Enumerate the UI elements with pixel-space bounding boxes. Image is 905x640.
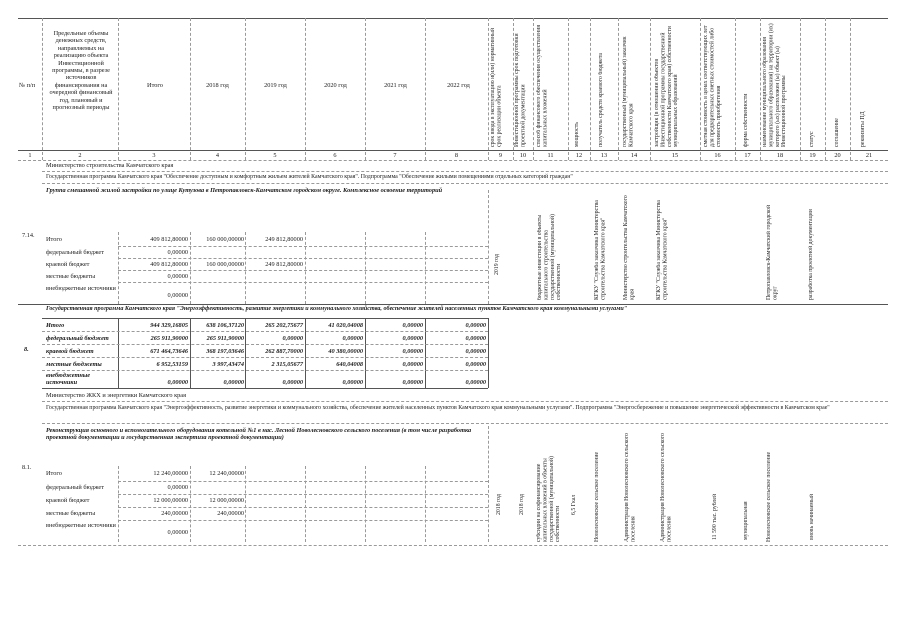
row-label: Итого [46,236,62,243]
row-label: внебюджетные источники [46,372,91,387]
row-label: краевой бюджет [46,497,90,504]
section3-developer: Администрация Новолесновского сельского поселения [660,432,673,542]
col-divider [365,232,366,304]
section1-status: разработка проектной документации [808,209,814,300]
header-vertical-21: реквизиты ПД [860,111,866,147]
col-number: 8 [454,152,459,159]
col-number: 9 [498,152,503,159]
section1-row-no: 7.14. [22,232,35,239]
col-number: 7 [393,152,397,159]
col-divider [488,426,489,542]
section3-program: Государственная программа Камчатского края "Энергоэффективность, развитие энергетики и коммунального хозяйства, обеспечение жителей населенных пунктов Камчатского края коммунальными услугами". Подпрограмма "Энергосбережение и повышение энергетической эффективности в Камчатском крае" [46,405,830,411]
cell-2019: 2 315,05677 [271,361,303,368]
col-divider [365,18,366,160]
header-col-2021: 2021 год [384,82,407,89]
row-divider [42,171,888,172]
section3-design-deadline: 2018 год [519,494,525,515]
row-divider [118,270,488,271]
cell-total: 671 464,73646 [150,348,188,355]
cell-2019: 0,00000 [282,379,303,386]
col-number: 18 [776,152,784,159]
cell-2022: 0,00000 [465,361,486,368]
section1-object: Группа смешанной жилой застройки по улице Кутузова в Петропавловск-Камчатском городском округе. Комплексное освоение территорий [46,187,443,194]
row-divider [118,507,488,508]
cell-total: 944 329,16805 [150,322,188,329]
section2-box-top [42,318,488,319]
cell-2021: 0,00000 [402,348,423,355]
col-divider [305,18,306,160]
col-number: 6 [333,152,337,159]
row-label: местные бюджеты [46,510,96,517]
header-vertical-14: государственный (муниципальный) заказчик Камчатского края [622,36,635,147]
col-divider [650,18,651,160]
section1-program: Государственная программа Камчатского края "Обеспечение доступным и комфортным жильем жителей Камчатского края". Подпрограмма "Обеспечение жилыми помещениями отдельных категорий граждан" [46,174,573,180]
section3-ownership: муниципальная [743,501,749,540]
col-divider [618,18,619,160]
row-divider [118,494,488,495]
col-number: 14 [630,152,638,159]
table-bottom-border [18,545,888,546]
cell-2020: 640,04008 [336,361,363,368]
col-divider [735,18,736,160]
cell-2020: 0,00000 [342,379,363,386]
col-number: 13 [600,152,608,159]
header-vertical-13: получатель средств краевого бюджета [598,52,604,147]
row-divider [42,423,888,424]
cell-2021: 0,00000 [402,361,423,368]
col-number: 2 [78,152,82,159]
col-divider [425,466,426,542]
col-divider [700,18,701,160]
col-number: 20 [834,152,841,159]
col-divider [305,232,306,304]
cell-2018: 240,00000 [217,510,244,517]
col-divider [760,18,761,160]
header-col-no: № п/п [19,82,36,89]
col-number: 1 [28,152,32,159]
cell-total: 0,00000 [167,273,188,280]
header-vertical-18: наименование муниципального образования муниципального образования) на территории (их) которого (ых) расположен (ы) объект (ы) Инвестиционной программы [762,23,788,147]
header-bottom-border [18,150,888,151]
section3-financing: субсидии на софинансирование капитальных вложений в объекты государственной (муниципальной) собственности [536,456,562,542]
col-number: 10 [519,152,527,159]
cell-total: 409 812,80000 [150,261,188,268]
row-divider [118,481,488,482]
section1-financing: бюджетные инвестиции в объекты капитального строительства государственной (муниципальной) собственности [537,214,563,300]
section3-ministry: Министерство ЖКХ и энергетики Камчатского края [46,392,186,399]
col-divider [488,18,489,160]
col-divider [305,466,306,542]
cell-total: 0,00000 [167,484,188,491]
header-vertical-11: способ финансового обеспечения осуществления капитальных вложений [536,25,549,147]
cell-total: 0,00000 [167,529,188,536]
col-number: 12 [575,152,583,159]
cell-total: 409 812,80000 [150,236,188,243]
col-divider [365,466,366,542]
col-number: 5 [273,152,277,159]
section1-municipality: Петропавловск-Камчатский городской округ [766,204,779,300]
cell-2018: 3 997,43474 [212,361,244,368]
section2-box-bottom [42,388,488,389]
section3-status: вновь начинаемый [809,494,815,540]
row-divider [118,282,488,283]
section2-program: Государственная программа Камчатского края "Энергоэффективность, развитие энергетики и коммунального хозяйства, обеспечение жителей населенных пунктов Камчатского края коммунальными услугами" [46,306,628,312]
cell-total: 265 911,90000 [150,335,188,342]
row-divider [42,370,488,371]
cell-2020: 0,00000 [342,335,363,342]
row-label: Итого [46,322,65,329]
cell-2021: 0,00000 [402,322,423,329]
col-divider [533,18,534,160]
section1-ministry: Министерство строительства Камчатского края [46,162,174,169]
row-divider [42,401,888,402]
cell-2018: 160 000,00000 [206,261,244,268]
section-border [18,304,888,305]
col-number: 15 [671,152,679,159]
header-col-2020: 2020 год [324,82,347,89]
header-top-border [18,18,888,19]
row-label: краевой бюджет [46,348,94,355]
cell-total: 12 000,00000 [153,497,188,504]
row-divider [42,183,888,184]
header-vertical-15: застройщик (в отношении объектов Инвестиционной программы государственной собственности Камчатского края) собственности муниципальных образований [654,26,680,147]
header-col-total: Итого [147,82,163,89]
cell-2018: 368 197,03646 [206,348,244,355]
col-number: 11 [547,152,554,159]
row-divider [118,246,488,247]
header-col-desc: Предельные объемы денежных средств, направляемых на реализацию объекта Инвестиционной программы, в разрезе источников финансирования на очередной финансовый год, плановый и прогнозный периоды [49,30,113,112]
cell-2018: 12 000,00000 [209,497,244,504]
section1-recipient: КГКУ "Служба заказчика Министерства строительства Камчатского края" [594,200,607,300]
row-label: федеральный бюджет [46,249,104,256]
col-divider [245,466,246,542]
row-divider [118,258,488,259]
col-number: 16 [714,152,721,159]
cell-total: 240,00000 [161,510,188,517]
section3-capacity: 6,5 Гкал [571,494,577,515]
col-divider [590,18,591,160]
cell-2021: 0,00000 [402,379,423,386]
row-divider [42,344,488,345]
section1-developer: КГКУ "Служба заказчика Министерства строительства Камчатского края" [656,200,669,300]
cell-total: 0,00000 [167,292,188,299]
cell-2019: 265 202,75677 [265,322,303,329]
header-vertical-10: Инвестиционной программы срок подготовки проектной документации [514,33,527,147]
cell-2018: 12 240,00000 [209,470,244,477]
cell-total: 12 240,00000 [153,470,188,477]
col-divider [568,18,569,160]
cell-2019: 249 812,80000 [265,236,303,243]
header-col-2018: 2018 год [206,82,229,89]
header-vertical-17: форма собственности [743,93,749,147]
section1-deadline: 2019 год [494,254,500,275]
row-label: внебюджетные источники [46,522,116,529]
cell-2022: 0,00000 [465,348,486,355]
row-label: внебюджетные источники [46,285,116,292]
col-number: 3 [152,152,156,159]
cell-total: 0,00000 [167,249,188,256]
cell-2020: 41 020,04008 [328,322,363,329]
row-divider [42,357,488,358]
col-divider [488,190,489,304]
cell-2019: 249 812,80000 [265,261,303,268]
row-label: краевой бюджет [46,261,90,268]
header-vertical-20: соглашение [834,118,840,147]
col-divider [800,18,801,160]
col-divider [425,18,426,160]
header-vertical-16: сметная стоимость в ценах соответствующих лет для предварительных сметных стоимостей либо стоимость приобретения [703,25,722,147]
col-number: 21 [865,152,873,159]
header-vertical-12: мощность [574,122,580,147]
cell-2018: 0,00000 [223,379,244,386]
col-divider [850,18,851,160]
cell-2019: 0,00000 [282,335,303,342]
header-col-2019: 2019 год [264,82,287,89]
cell-2020: 40 380,00000 [328,348,363,355]
section3-municipality: Новолесновское сельское поселение [766,451,772,542]
section3-object: Реконструкция основного и вспомогательного оборудования котельной №1 в нас. Лесной Новолесновского сельского поселения (в том числе разработка проектной документации и государственная экспертиза проектной документации) [46,427,472,442]
header-vertical-19: статус [809,131,815,147]
cell-2022: 0,00000 [465,322,486,329]
cell-total: 6 952,53159 [156,361,188,368]
col-divider [245,18,246,160]
cell-2018: 265 911,90000 [206,335,244,342]
col-divider [42,18,43,160]
row-label: местные бюджеты [46,361,102,368]
col-divider [425,232,426,304]
section1-customer: Министерство строительства Камчатского края [623,195,636,300]
col-divider [118,18,119,160]
col-number: 19 [809,152,816,159]
row-divider [42,331,488,332]
cell-total: 0,00000 [167,379,188,386]
header-vertical-9: срок ввода в эксплуатацию и(или) нормативный срок реализации объекта [490,28,503,147]
cell-2019: 262 887,70000 [265,348,303,355]
section3-cost: 11 590 тыс. рублей [712,493,718,540]
cell-2022: 0,00000 [465,379,486,386]
row-label: федеральный бюджет [46,484,104,491]
row-divider [118,520,488,521]
col-number: 17 [744,152,751,159]
col-divider [825,18,826,160]
section3-row-no: 8.1. [22,464,32,471]
section3-deadline: 2018 год [496,494,502,515]
numbers-row-border [18,160,888,161]
section3-recipient: Новолесновское сельское поселение [594,451,600,542]
col-divider [488,318,489,388]
cell-2018: 160 000,00000 [206,236,244,243]
row-label: местные бюджеты [46,273,96,280]
cell-2021: 0,00000 [402,335,423,342]
col-number: 4 [215,152,220,159]
col-divider [190,18,191,160]
cell-2022: 0,00000 [465,335,486,342]
row-label: федеральный бюджет [46,335,109,342]
section2-row-no: 8. [24,346,29,353]
row-label: Итого [46,470,62,477]
section3-customer: Администрация Новолесновского сельского поселения [624,432,637,542]
header-col-2022: 2022 год [447,82,470,89]
cell-2018: 638 106,37120 [206,322,244,329]
